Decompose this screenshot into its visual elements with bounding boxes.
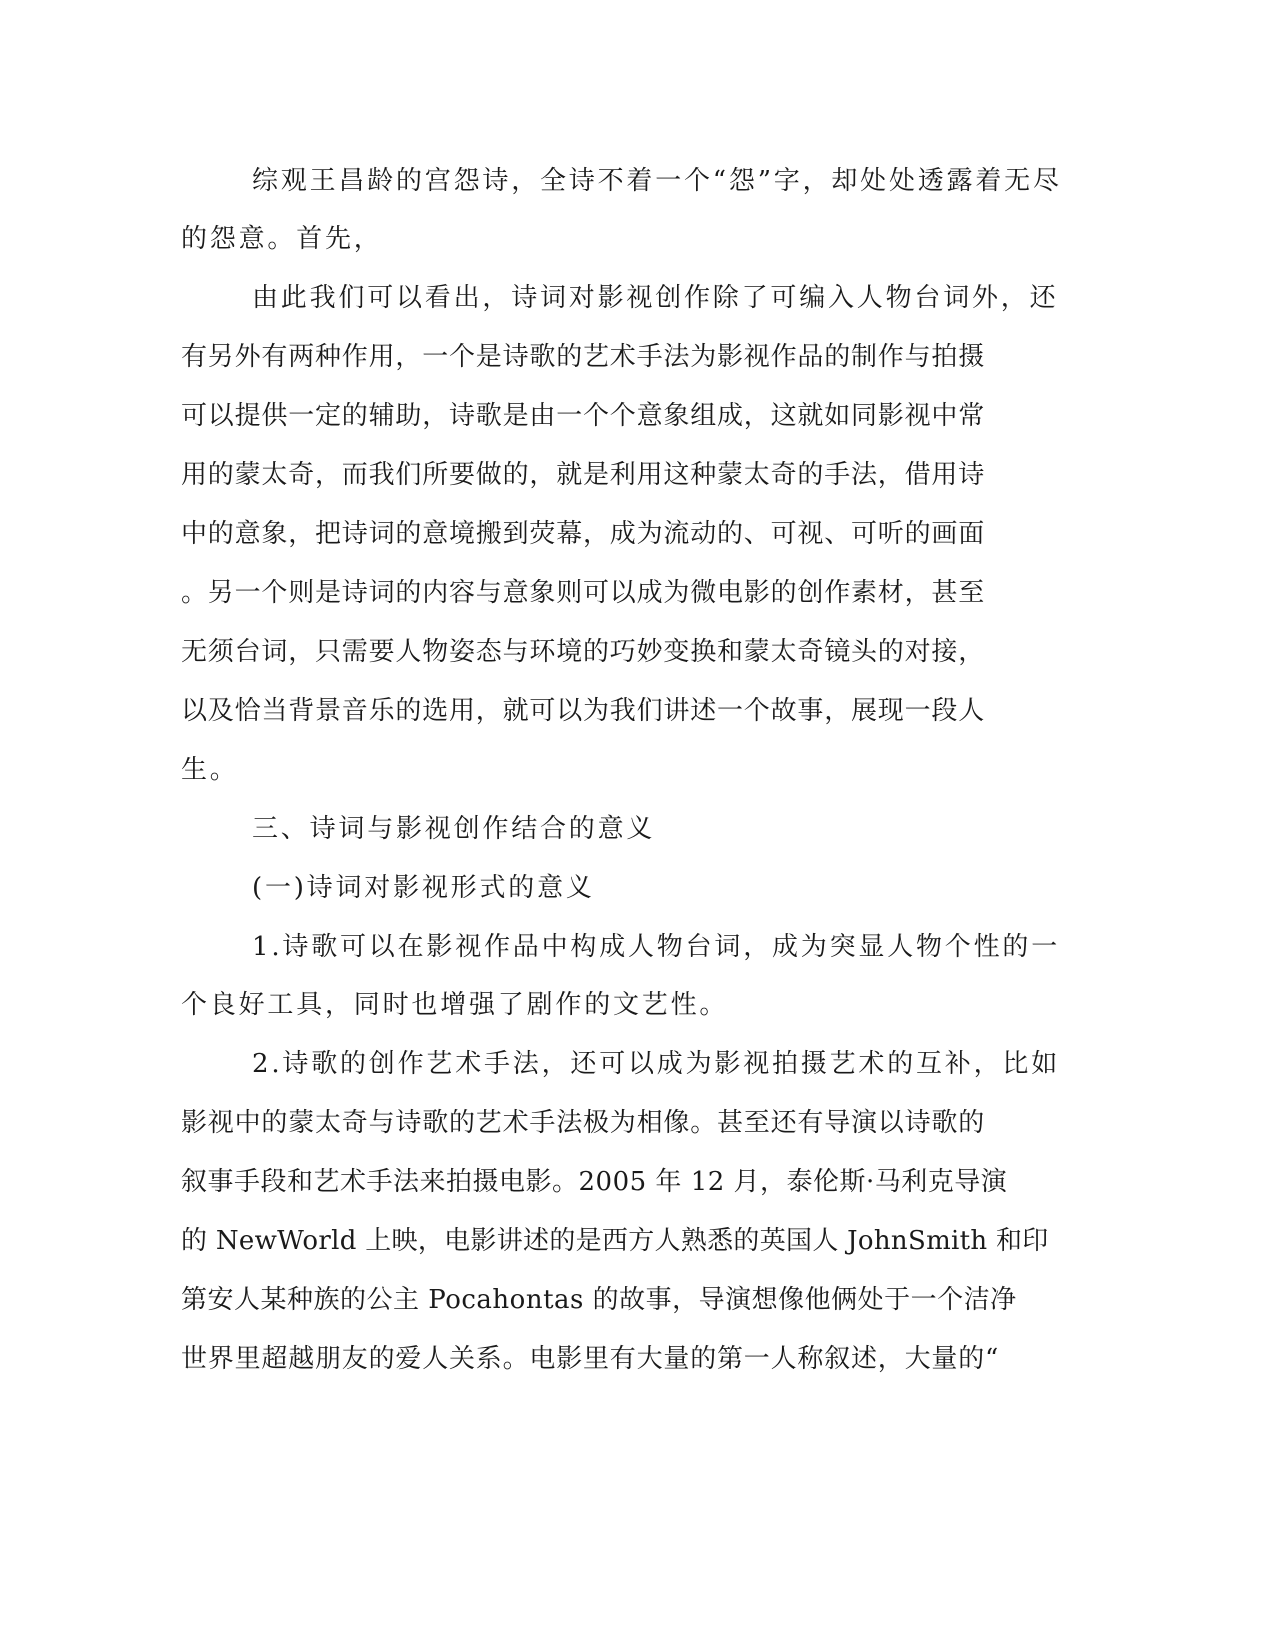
subsection-heading: (一)诗词对影视形式的意义 — [252, 873, 595, 903]
paragraph-line: 无须台词，只需要人物姿态与环境的巧妙变换和蒙太奇镜头的对接， — [181, 637, 986, 667]
paragraph-line: 中的意象，把诗词的意境搬到荧幕，成为流动的、可视、可听的画面 — [181, 519, 986, 549]
paragraph-line: 世界里超越朋友的爱人关系。电影里有大量的第一人称叙述，大量的“ — [181, 1344, 1000, 1374]
paragraph-line: 叙事手段和艺术手法来拍摄电影。2005 年 12 月，泰伦斯·马利克导演 — [181, 1167, 1008, 1197]
section-heading: 三、诗词与影视创作结合的意义 — [252, 814, 656, 844]
paragraph-line: 个良好工具，同时也增强了剧作的文艺性。 — [181, 990, 729, 1020]
paragraph-line: 影视中的蒙太奇与诗歌的艺术手法极为相像。甚至还有导演以诗歌的 — [181, 1108, 986, 1138]
paragraph-line: 2.诗歌的创作艺术手法，还可以成为影视拍摄艺术的互补，比如 — [252, 1049, 1061, 1079]
paragraph-line: 以及恰当背景音乐的选用，就可以为我们讲述一个故事，展现一段人 — [181, 696, 986, 726]
paragraph-line: 的怨意。首先， — [181, 224, 383, 254]
paragraph-line: 由此我们可以看出，诗词对影视创作除了可编入人物台词外，还 — [252, 283, 1059, 313]
paragraph-line: 。另一个则是诗词的内容与意象则可以成为微电影的创作素材，甚至 — [181, 578, 986, 608]
paragraph-line: 1.诗歌可以在影视作品中构成人物台词，成为突显人物个性的一 — [252, 932, 1061, 962]
paragraph-line: 用的蒙太奇，而我们所要做的，就是利用这种蒙太奇的手法，借用诗 — [181, 460, 986, 490]
paragraph-line: 可以提供一定的辅助，诗歌是由一个个意象组成，这就如同影视中常 — [181, 401, 986, 431]
paragraph-line: 生。 — [181, 755, 239, 785]
paragraph-line: 的 NewWorld 上映，电影讲述的是西方人熟悉的英国人 JohnSmith 和印 — [181, 1226, 1049, 1256]
paragraph-line: 有另外有两种作用，一个是诗歌的艺术手法为影视作品的制作与拍摄 — [181, 342, 986, 372]
paragraph-line: 第安人某种族的公主 Pocahontas 的故事，导演想像他俩处于一个洁净 — [181, 1285, 1017, 1315]
paragraph-line: 综观王昌龄的宫怨诗，全诗不着一个“怨”字，却处处透露着无尽 — [252, 166, 1062, 196]
